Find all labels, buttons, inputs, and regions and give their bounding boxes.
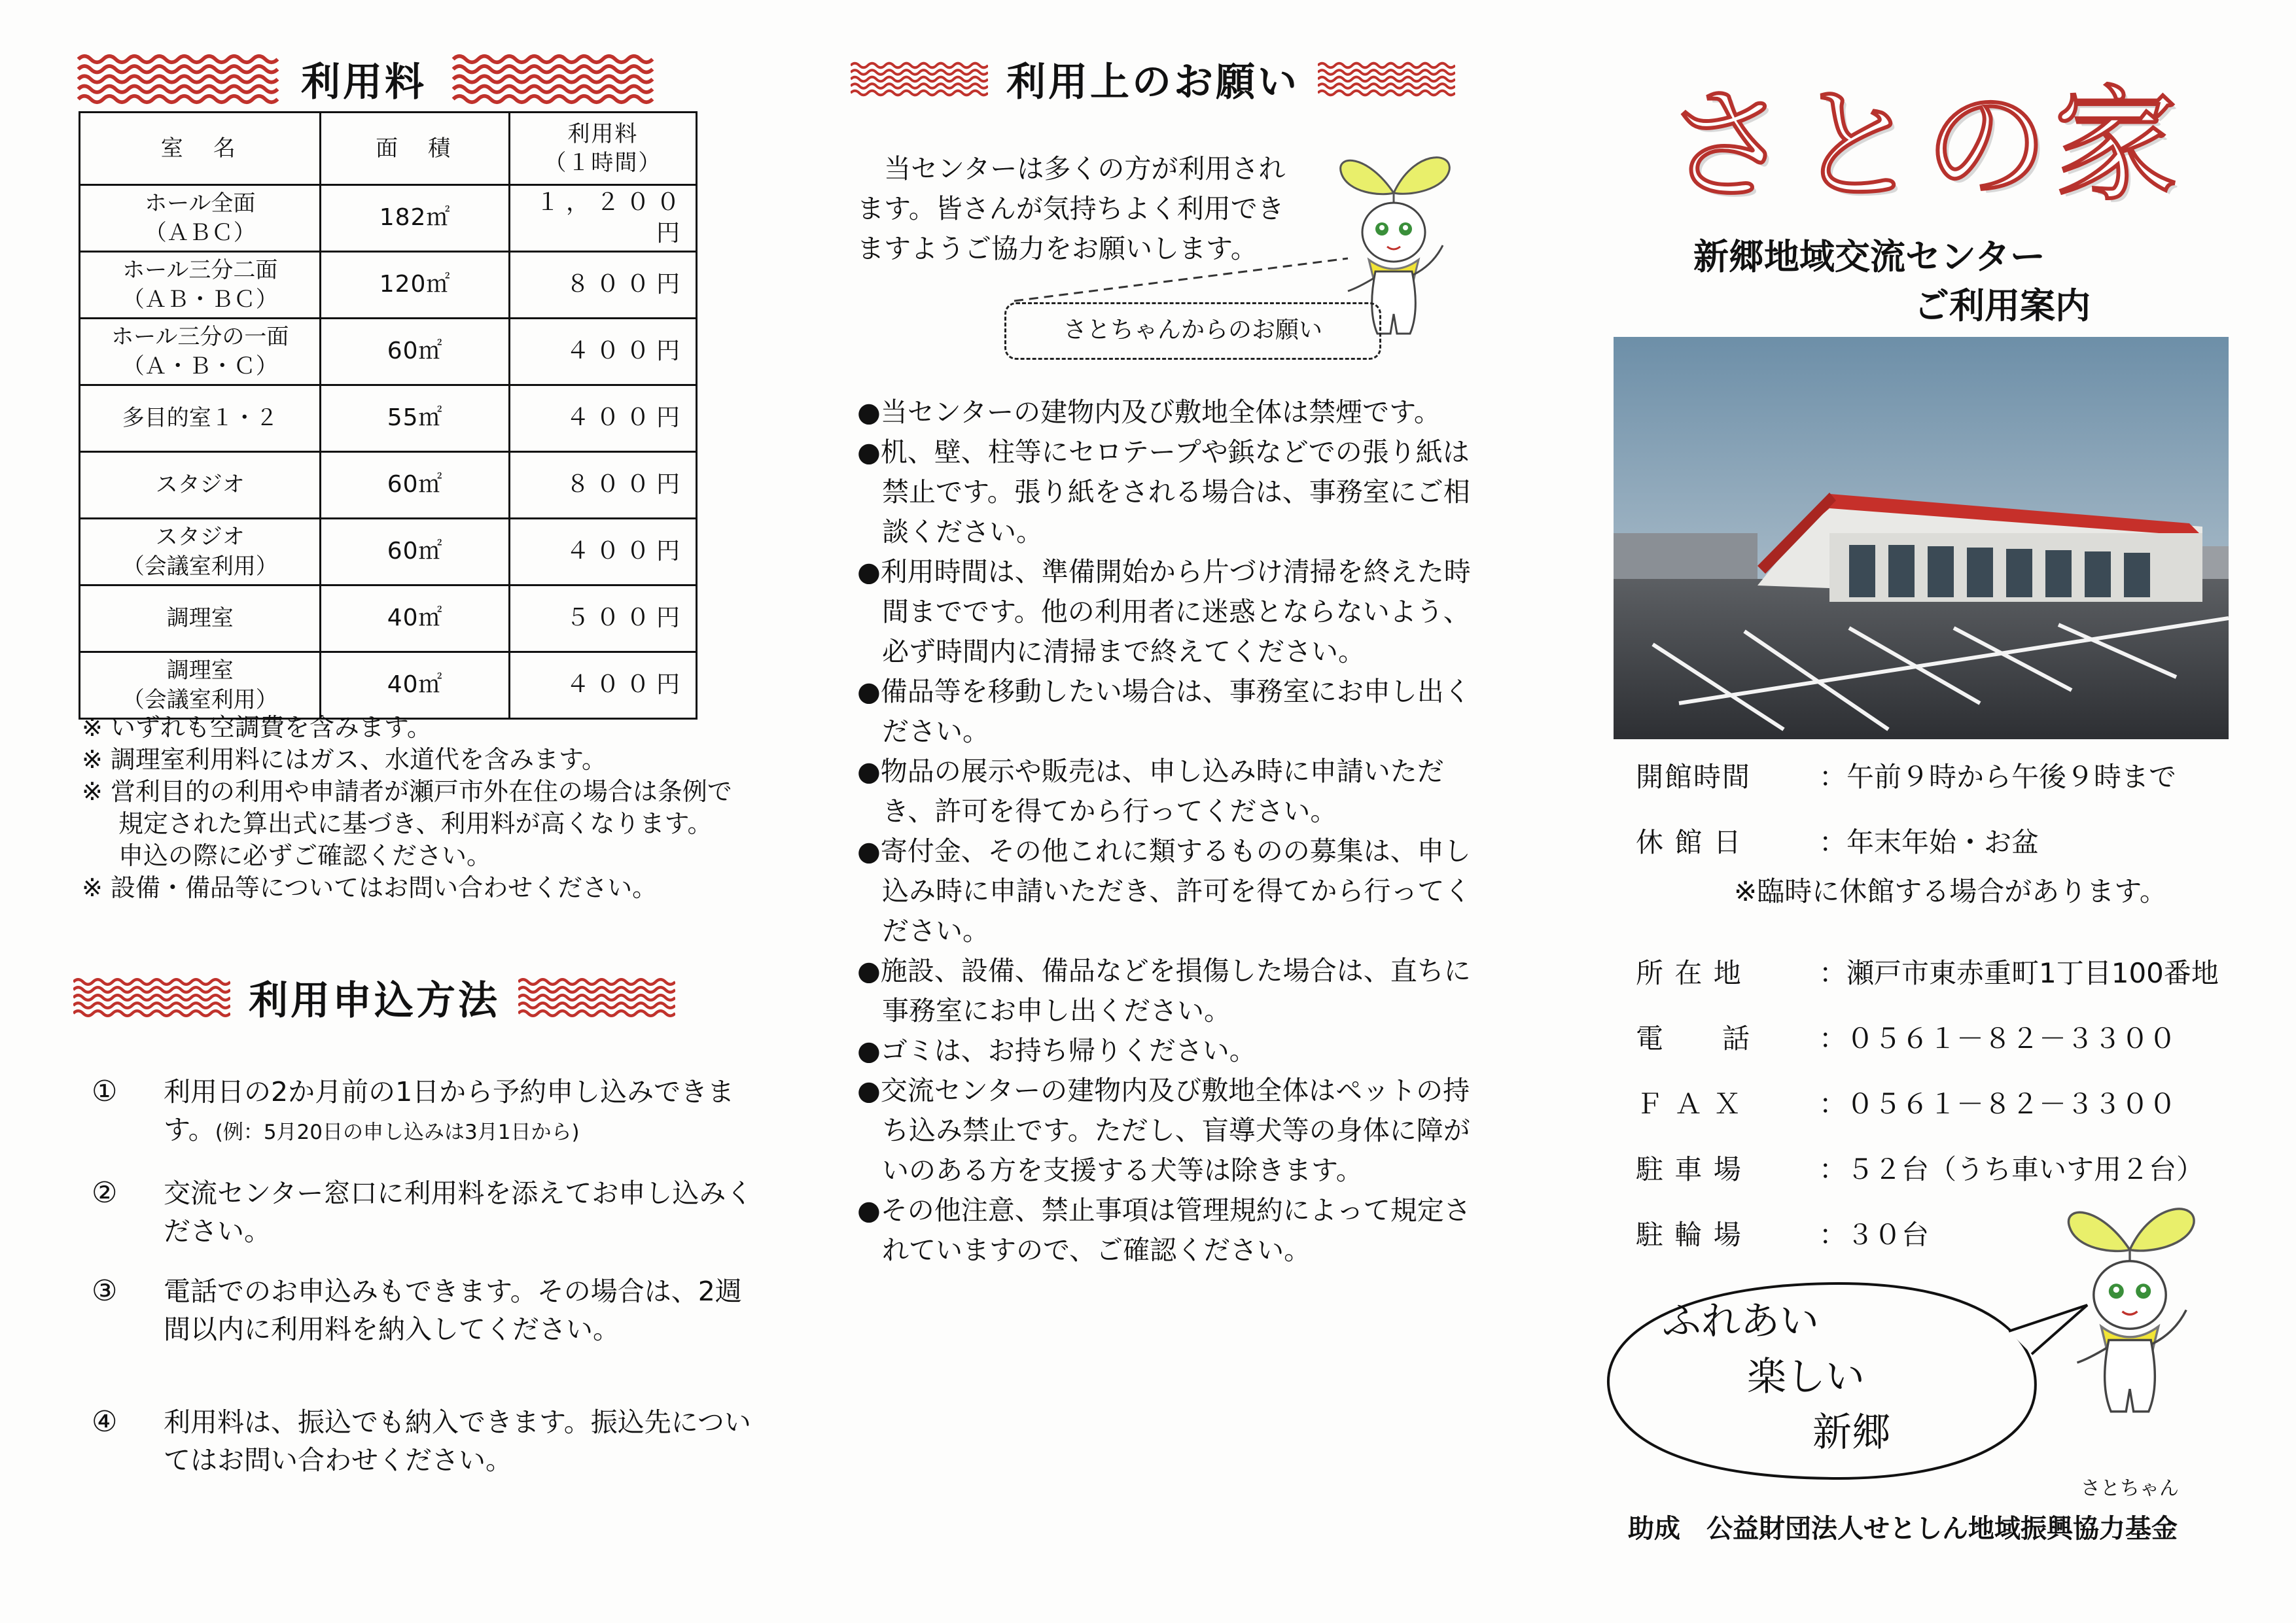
info-phone: [1636, 1017, 2176, 1056]
room-price: ４００円: [509, 385, 696, 452]
info-hours: [1636, 756, 2176, 795]
step-text: 電話でのお申込みもできます。その場合は、2週間以内に利用料を納入してください。: [164, 1276, 742, 1345]
room-area: 60㎡: [321, 452, 509, 519]
room-price: ８００円: [509, 252, 696, 319]
slogan-line: 楽しい: [1747, 1354, 1865, 1400]
room-name: スタジオ: [80, 452, 321, 519]
table-row: [80, 652, 697, 719]
room-name: [80, 252, 321, 319]
rule-item: ●備品等を移動したい場合は、事務室にお申し出ください。: [857, 676, 1471, 747]
info-address: [1636, 952, 2219, 991]
step-number: ①: [92, 1075, 118, 1108]
mascot-name: さとちゃん: [2081, 1477, 2179, 1500]
rules-list: [857, 393, 1472, 1270]
header-area: 面 積: [321, 113, 509, 185]
step-item: [92, 1403, 759, 1479]
pointer-line: [1008, 242, 1361, 307]
table-row: [80, 452, 697, 519]
info-value: ：５２台（うち車いす用２台）: [1819, 1153, 2204, 1185]
info-label: 開館時間: [1636, 761, 1752, 793]
apply-heading: [73, 969, 675, 1026]
table-header-row: [80, 113, 697, 185]
step-text: 交流センター窓口に利用料を添えてお申し込みください。: [164, 1178, 753, 1247]
rules-heading-text: 利用上のお願い: [1006, 60, 1299, 105]
info-value: ：３０台: [1819, 1219, 1930, 1251]
room-area: 40㎡: [321, 652, 509, 719]
info-bicycle: [1636, 1213, 1929, 1253]
rule-item: ●利用時間は、準備開始から片づけ清掃を終えた時間までです。他の利用者に迷惑とならないよう、必ず時間内に清掃まで終えてください。: [857, 556, 1471, 667]
info-label: 駐 輪 場: [1636, 1219, 1742, 1251]
room-area: 182㎡: [321, 185, 509, 252]
fee-heading-text: 利用料: [301, 60, 427, 105]
room-name-line1: 調理室: [166, 657, 234, 684]
info-value: ：瀬戸市東赤重町1丁目100番地: [1819, 957, 2219, 989]
header-fee: [509, 113, 696, 185]
rule-item: ●ゴミは、お持ち帰りください。: [857, 1035, 1256, 1066]
step-number: ③: [92, 1274, 118, 1308]
room-name: [80, 519, 321, 585]
room-name-line1: ホール三分の一面: [111, 324, 289, 351]
info-value: ：０５６１－８２－３３００: [1819, 1088, 2177, 1120]
wave-ornament-icon: [1318, 53, 1455, 105]
info-label: 所 在 地: [1636, 957, 1742, 989]
room-name-line2: （ＡＢＣ）: [144, 219, 256, 246]
info-value: ：年末年始・お盆: [1819, 826, 2040, 858]
note-item: ※ 設備・備品等についてはお問い合わせください。: [82, 873, 658, 902]
guide-title: ご利用案内: [1914, 285, 2091, 326]
info-parking: [1636, 1148, 2204, 1187]
room-name-line2: （会議室利用）: [122, 686, 278, 713]
room-price: ４００円: [509, 652, 696, 719]
slogan: [1662, 1292, 1976, 1462]
room-price: ８００円: [509, 452, 696, 519]
facility-info: [1636, 756, 2264, 1266]
fee-notes: [82, 712, 736, 904]
header-room-name: 室 名: [80, 113, 321, 185]
funding-credit: 助成 公益財団法人せとしん地域振興協力基金: [1628, 1514, 2178, 1544]
brand-title: さとの家: [1665, 73, 2184, 218]
header-fee-line1: 利用料: [567, 120, 639, 147]
wave-ornament-icon: [73, 971, 230, 1024]
mascot-illustration-icon: [2055, 1197, 2205, 1423]
wave-ornament-icon: [445, 53, 661, 105]
fee-heading: [73, 51, 661, 107]
step-text: 利用日の2か月前の1日から予約申し込みできます。: [164, 1076, 735, 1145]
wave-ornament-icon: [73, 53, 283, 105]
rule-item: ●物品の展示や販売は、申し込み時に申請いただき、許可を得てから行ってください。: [857, 756, 1444, 827]
room-name-line1: スタジオ: [155, 524, 245, 551]
room-name: 調理室: [80, 585, 321, 652]
info-label: 駐 車 場: [1636, 1153, 1742, 1185]
wave-ornament-icon: [851, 53, 988, 105]
table-row: [80, 185, 697, 252]
room-price: ４００円: [509, 319, 696, 385]
table-row: [80, 385, 697, 452]
room-name: [80, 652, 321, 719]
center-name: 新郷地域交流センター: [1693, 236, 2045, 277]
room-area: 40㎡: [321, 585, 509, 652]
room-name-line2: （会議室利用）: [122, 553, 278, 580]
room-name-line2: （ＡＢ・ＢＣ）: [122, 286, 278, 313]
apply-heading-text: 利用申込方法: [249, 978, 500, 1024]
table-row: [80, 585, 697, 652]
room-name: 多目的室１・２: [80, 385, 321, 452]
room-price: １，２００円: [509, 185, 696, 252]
room-area: 60㎡: [321, 519, 509, 585]
rule-item: ●交流センターの建物内及び敷地全体はペットの持ち込み禁止です。ただし、盲導犬等の身体に障がいのある方を支援する犬等は除きます。: [857, 1075, 1470, 1186]
room-price: ５００円: [509, 585, 696, 652]
mascot-request-tag: さとちゃんからのお願い: [1004, 302, 1381, 360]
room-name-line2: （Ａ・Ｂ・Ｃ）: [122, 353, 278, 379]
table-row: [80, 519, 697, 585]
step-example: (例：5月20日の申し込みは3月1日から): [215, 1121, 580, 1144]
header-fee-line2: （１時間）: [544, 150, 662, 176]
info-label: Ｆ Ａ Ｘ: [1636, 1088, 1742, 1120]
rule-item: ●施設、設備、備品などを損傷した場合は、直ちに事務室にお申し出ください。: [857, 955, 1471, 1026]
rule-item: ●当センターの建物内及び敷地全体は禁煙です。: [857, 396, 1441, 428]
wave-ornament-icon: [518, 971, 675, 1024]
room-name: [80, 185, 321, 252]
room-price: ４００円: [509, 519, 696, 585]
rule-item: ●その他注意、禁止事項は管理規約によって規定されていますので、ご確認ください。: [857, 1195, 1471, 1266]
note-item: ※ 調理室利用料にはガス、水道代を含みます。: [82, 745, 607, 774]
room-area: 60㎡: [321, 319, 509, 385]
step-text: 利用料は、振込でも納入できます。振込先についてはお問い合わせください。: [164, 1406, 751, 1476]
fee-table: [79, 111, 698, 720]
rules-heading: [851, 51, 1455, 107]
rules-intro: 当センターは多くの方が利用されます。皆さんが気持ちよく利用できますようご協力をお願いします。: [857, 153, 1286, 264]
table-row: [80, 252, 697, 319]
rule-item: ●寄付金、その他これに類するものの募集は、申し込み時に申請いただき、許可を得てから行ってください。: [857, 835, 1472, 947]
step-number: ②: [92, 1176, 118, 1210]
slogan-line: 新郷: [1812, 1410, 1891, 1456]
info-label: 電 話: [1636, 1022, 1752, 1055]
apply-steps: [92, 1073, 785, 1498]
info-note: ※臨時に休館する場合があります。: [1734, 875, 2167, 907]
note-item: ※ いずれも空調費を含みます。: [82, 713, 432, 742]
info-closed: [1636, 821, 2039, 860]
room-name-line1: ホール三分二面: [122, 257, 278, 284]
info-fax: [1636, 1083, 2176, 1122]
room-name-line1: ホール全面: [145, 190, 256, 217]
step-item: [92, 1272, 759, 1348]
note-item: ※ 営利目的の利用や申請者が瀬戸市外在住の場合は条例で規定された算出式に基づき、利用料が高くなります。申込の際に必ずご確認ください。: [82, 777, 732, 870]
table-row: [80, 319, 697, 385]
step-item: [92, 1174, 759, 1250]
rule-item: ●机、壁、柱等にセロテープや鋲などでの張り紙は禁止です。張り紙をされる場合は、事務室にご相談ください。: [857, 436, 1470, 548]
room-area: 55㎡: [321, 385, 509, 452]
info-value: ：０５６１－８２－３３００: [1819, 1022, 2177, 1055]
step-item: [92, 1073, 759, 1151]
info-value: ：午前９時から午後９時まで: [1819, 761, 2177, 793]
room-area: 120㎡: [321, 252, 509, 319]
building-photo: [1614, 337, 2229, 739]
info-closed-note: [1734, 870, 2167, 909]
room-name: [80, 319, 321, 385]
info-label: 休 館 日: [1636, 826, 1742, 858]
slogan-line: ふれあい: [1662, 1299, 1819, 1344]
step-number: ④: [92, 1405, 118, 1439]
